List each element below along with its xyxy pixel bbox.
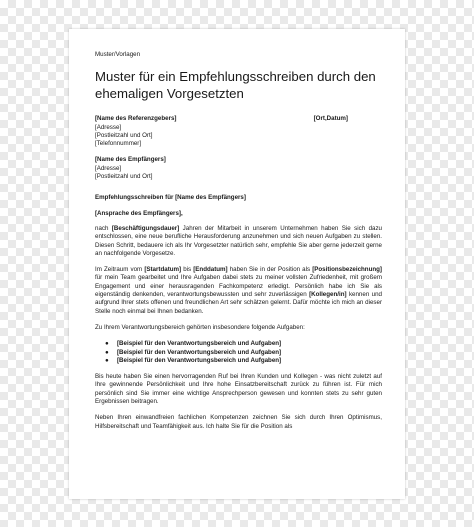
placeholder-colleague: [Kollegen/in] <box>309 291 347 299</box>
title-line: ehemaligen Vorgesetzten <box>95 86 244 102</box>
paragraph-3: Zu Ihrem Verantwortungsbereich gehörten insbesondere folgende Aufgaben: <box>95 323 305 331</box>
text-run: für mein Team gearbeitet und Ihre Aufgaben dabei stets zu meiner vollsten Zufriedenheit, mit großem Engagement und einer herausragenden Fachkompetenz erledigt. Persönlich habe ich Sie als eigenständig denkenden, verantwortungsbewussten und sehr zuverlässigen <box>95 274 382 299</box>
text-run: nach <box>95 224 112 232</box>
placeholder-start-date: [Startdatum] <box>144 266 182 274</box>
text-run: kennen und aufgrund Ihrer stets offenen und freundlichen Art sehr schätzen gelernt. Dafür möchte ich mich an dieser Stelle noch einmal bei Ihnen bedanken. <box>95 291 383 315</box>
placeholder-position: [Positionsbezeichnung] <box>312 266 382 274</box>
text-run: Im Zeitraum vom <box>95 266 145 274</box>
list-item-text: [Beispiel für den Verantwortungsbereich und Aufgaben] <box>117 356 282 364</box>
paragraph-2 <box>95 266 382 316</box>
placeholder-end-date: [Enddatum] <box>193 266 228 274</box>
text-run: Jahren der Mitarbeit in unserem Unternehmen haben Sie sich dazu entschlossen, eine neue berufliche Herausforderung anzunehmen und sich neuen Aufgaben zu stellen. Diesen Schritt, bedauere ich als Ihr Vorgesetzter natürlich sehr, empfehle Sie aber gerne jederzeit gerne an nachfolgende Vorgesetze. <box>95 224 382 257</box>
paragraph-1 <box>95 225 382 258</box>
paragraph-5: Neben Ihren einwandfreien fachlichen Kompetenzen zeichnen Sie sich durch Ihren Optimismus, Hilfsbereitschaft und Teamfähigkeit aus. Ich halte Sie für die Position als <box>95 414 382 430</box>
bullet-icon: ● <box>105 340 109 348</box>
sender-address: [Adresse] <box>95 123 122 131</box>
sender-name: [Name des Referenzgebers] <box>95 115 177 123</box>
text-run: haben Sie in der Position als <box>227 266 313 274</box>
bullet-icon: ● <box>105 348 109 356</box>
document-page <box>69 29 405 499</box>
document-title <box>95 68 382 102</box>
bullet-icon: ● <box>105 356 109 364</box>
list-item-text: [Beispiel für den Verantwortungsbereich und Aufgaben] <box>117 340 282 348</box>
list-item <box>105 340 382 348</box>
sender-phone: [Telefonnummer] <box>95 140 142 148</box>
title-line: Muster für ein Empfehlungsschreiben durch den <box>95 69 376 85</box>
document-caption: Muster/Vorlagen <box>95 51 141 58</box>
sender-block <box>95 115 382 148</box>
list-item <box>105 348 382 357</box>
paragraph-4: Bis heute haben Sie einen hervorragenden Ruf bei Ihren Kunden und Kollegen - was nicht zuletzt auf Ihre gewinnende Persönlichkeit und Ihre hohe Einsatzbereitschaft zurück zu führen ist. Für mich persönlich sind Sie immer eine wichtige Ansprechperson gewesen und konnten stets zu sehr guten Ergebnissen beitragen. <box>95 373 382 406</box>
recipient-postal-city: [Postleitzahl und Ort] <box>95 173 153 181</box>
place-date: [Ort,Datum] <box>313 115 348 123</box>
document-body <box>95 51 382 439</box>
recipient-address: [Adresse] <box>95 164 122 172</box>
sender-postal-city: [Postleitzahl und Ort] <box>95 131 153 139</box>
placeholder-duration: [Beschäftigungsdauer] <box>111 224 180 232</box>
recipient-block <box>95 156 382 181</box>
text-run: bis <box>181 266 194 274</box>
recipient-name: [Name des Empfängers] <box>95 156 166 164</box>
responsibility-list <box>95 340 382 365</box>
list-item <box>105 356 382 365</box>
list-item-text: [Beispiel für den Verantwortungsbereich und Aufgaben] <box>117 348 282 356</box>
letter-subject: Empfehlungsschreiben für [Name des Empfängers] <box>95 194 246 202</box>
letter-salutation: [Ansprache des Empfängers], <box>95 209 183 217</box>
